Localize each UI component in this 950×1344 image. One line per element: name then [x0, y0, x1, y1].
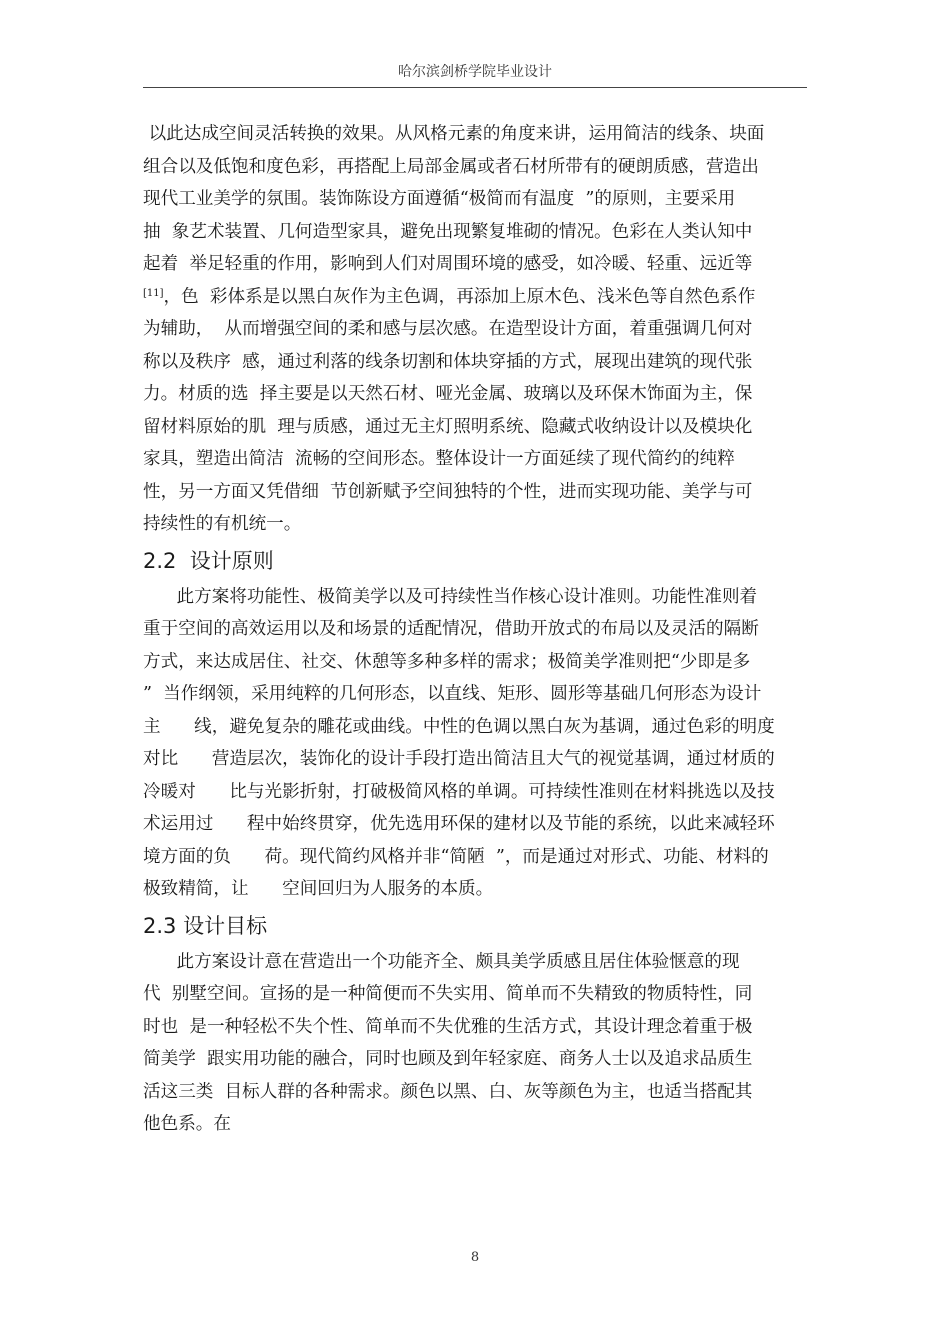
- text-line: 简美学 跟实用功能的融合，同时也顾及到年轻家庭、商务人士以及追求品质生: [143, 1049, 753, 1069]
- text-line: 此方案将功能性、极简美学以及可持续性当作核心设计准则。功能性准则着: [143, 586, 758, 607]
- text-line: 现代工业美学的氛围。装饰陈设方面遵循“极简而有温度 ”的原则，主要采用: [143, 189, 736, 209]
- paragraph-design-goals: [143, 946, 827, 1141]
- text-line: ” 当作纲领，采用纯粹的几何形态，以直线、矩形、圆形等基础几何形态为设计: [143, 684, 762, 704]
- text-line: 重于空间的高效运用以及和场景的适配情况，借助开放式的布局以及灵活的隔断: [143, 619, 759, 639]
- text-line: 持续性的有机统一。: [143, 514, 302, 534]
- paragraph-intro: [143, 118, 827, 541]
- paragraph-design-principles: [143, 581, 827, 906]
- text-line: 极致精简，让 空间回归为人服务的本质。: [143, 879, 494, 899]
- text-line: 他色系。在: [143, 1114, 231, 1134]
- header-divider: [143, 87, 807, 88]
- text-line: 术运用过 程中始终贯穿，优先选用环保的建材以及节能的系统，以此来减轻环: [143, 814, 775, 834]
- text-line: 方式，来达成居住、社交、休憩等多种多样的需求；极简美学准则把“少即是多: [143, 651, 751, 672]
- text-line: 性，另一方面又凭借细 节创新赋予空间独特的个性，进而实现功能、美学与可: [143, 481, 753, 502]
- text-line: 主 线，避免复杂的雕花或曲线。中性的色调以黑白灰为基调，通过色彩的明度: [143, 716, 775, 737]
- text-line: 以此达成空间灵活转换的效果。从风格元素的角度来讲，运用简洁的线条、块面: [143, 124, 765, 144]
- text-line: 抽 象艺术装置、几何造型家具，避免出现繁复堆砌的情况。色彩在人类认知中: [143, 221, 753, 242]
- page-header: 哈尔滨剑桥学院毕业设计: [398, 64, 552, 80]
- text-line: 称以及秩序 感，通过利落的线条切割和体块穿插的方式，展现出建筑的现代张: [143, 351, 753, 372]
- text-line: 对比 营造层次，装饰化的设计手段打造出简洁且大气的视觉基调，通过材质的: [143, 749, 775, 769]
- page-number: 8: [470, 1250, 480, 1265]
- text-line: 起着 举足轻重的作用，影响到人们对周围环境的感受，如冷暖、轻重、远近等: [143, 254, 753, 274]
- text-line: ，色 彩体系是以黑白灰作为主色调，再添加上原木色、浅米色等自然色系作: [163, 286, 756, 307]
- document-body: [143, 118, 827, 1141]
- section-heading-2-3: 2.3 设计目标: [143, 913, 268, 938]
- section-heading-2-2: 2.2 设计原则: [143, 548, 274, 573]
- text-line-with-citation: [143, 281, 827, 314]
- text-line: 留材料原始的肌 理与质感，通过无主灯照明系统、隐藏式收纳设计以及模块化: [143, 416, 753, 437]
- text-line: 家具，塑造出简洁 流畅的空间形态。整体设计一方面延续了现代简约的纯粹: [143, 449, 735, 469]
- text-line: 力。材质的选 择主要是以天然石材、哑光金属、玻璃以及环保木饰面为主，保: [143, 384, 753, 404]
- citation-marker: [11]: [143, 287, 164, 299]
- text-line: 冷暖对 比与光影折射，打破极简风格的单调。可持续性准则在材料挑选以及技: [143, 781, 775, 802]
- text-line: 此方案设计意在营造出一个功能齐全、颇具美学质感且居住体验惬意的现: [143, 951, 740, 972]
- text-line: 时也 是一种轻松不失个性、简单而不失优雅的生活方式，其设计理念着重于极: [143, 1016, 753, 1037]
- text-line: 组合以及低饱和度色彩，再搭配上局部金属或者石材所带有的硬朗质感，营造出: [143, 156, 759, 177]
- text-line: 代 别墅空间。宣扬的是一种简便而不失实用、简单而不失精致的物质特性，同: [143, 984, 753, 1004]
- text-line: 为辅助， 从而增强空间的柔和感与层次感。在造型设计方面，着重强调几何对: [143, 319, 753, 339]
- text-line: 境方面的负 荷。现代简约风格并非“简陋 ”，而是通过对形式、功能、材料的: [143, 846, 769, 867]
- text-line: 活这三类 目标人群的各种需求。颜色以黑、白、灰等颜色为主，也适当搭配其: [143, 1081, 753, 1102]
